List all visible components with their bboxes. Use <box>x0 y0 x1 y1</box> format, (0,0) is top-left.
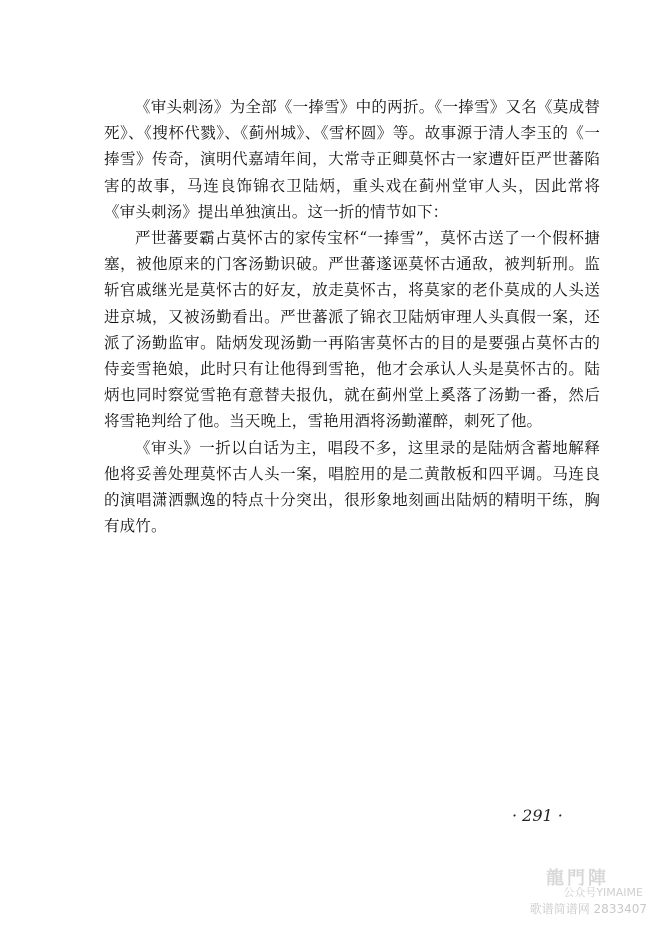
paragraph-intro: 《审头刺汤》为全部《一捧雪》中的两折。《一捧雪》又名《莫成替死》、《搜杯代戮》、《蓟州城》、《雪杯圆》等。故事源于清人李玉的《一捧雪》传奇，演明代嘉靖年间，大常寺正卿莫怀古一家遭奸臣严世蕃陷害的故事，马连良饰锦衣卫陆炳，重头戏在蓟州堂审人头，因此常将《审头刺汤》提出单独演出。这一折的情节如下： <box>104 98 600 221</box>
body-text <box>104 94 600 539</box>
watermark-site-text: 歌谱简谱网 2833407 <box>529 902 647 916</box>
paragraph-plot: 严世蕃要霸占莫怀古的家传宝杯“一捧雪”，莫怀古送了一个假杯搪塞，被他原来的门客汤勤识破。严世蕃遂诬莫怀古通敌，被判斩刑。监斩官戚继光是莫怀古的好友，放走莫怀古，将莫家的老仆莫成的人头送进京城，又被汤勤看出。严世蕃派了锦衣卫陆炳审理人头真假一案，还派了汤勤监审。陆炳发现汤勤一再陷害莫怀古的目的是要强占莫怀古的侍妾雪艳娘，此时只有让他得到雪艳，他才会承认人头是莫怀古的。陆炳也同时察觉雪艳有意替夫报仇，就在蓟州堂上奚落了汤勤一番，然后将雪艳判给了他。当天晚上，雪艳用酒将汤勤灌醉，刺死了他。 <box>104 229 600 431</box>
watermark-logo: 龍門陣 <box>546 868 609 889</box>
page-number: · 291 · <box>512 806 563 825</box>
watermark-wechat-text: 公众号YIMAIME <box>563 886 643 899</box>
paragraph-commentary: 《审头》一折以白话为主，唱段不多，这里录的是陆炳含蓄地解释他将妥善处理莫怀古人头一案，唱腔用的是二黄散板和四平调。马连良的演唱潇洒飘逸的特点十分突出，很形象地刻画出陆炳的精明干练，胸有成竹。 <box>104 438 600 536</box>
watermark <box>507 864 647 922</box>
